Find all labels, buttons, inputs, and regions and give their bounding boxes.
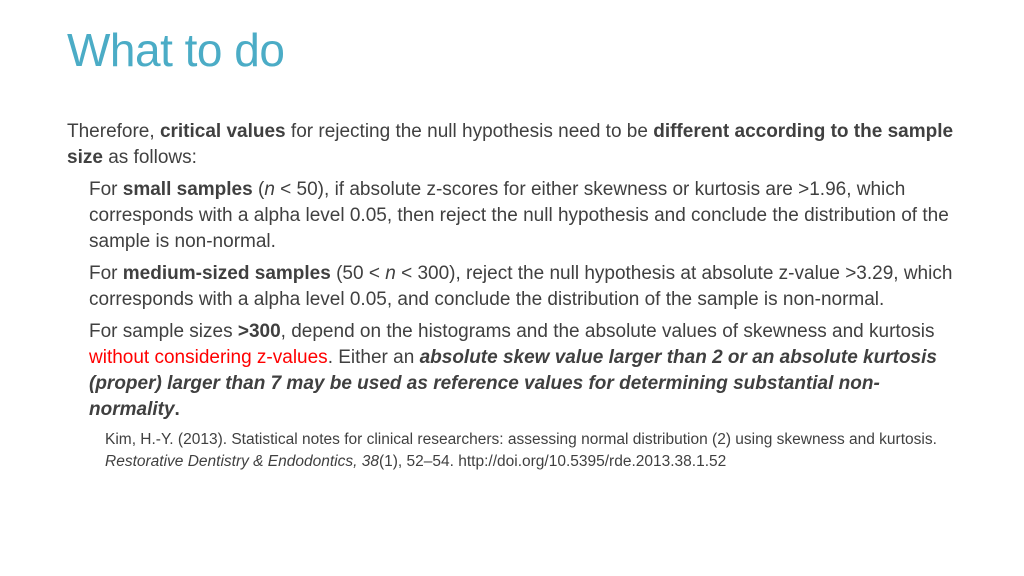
citation [105, 429, 967, 473]
small-n-symbol: n [264, 179, 275, 200]
large-text-4: . [174, 399, 180, 420]
intro-paragraph [67, 119, 967, 171]
medium-text-3: < 300), reject the null hypothesis at absolute z-value >3.29, which corresponds with a alpha level 0.05, and conclude the distribution of the sample is non-normal. [89, 263, 953, 310]
intro-text-1: Therefore, [67, 121, 160, 142]
medium-samples-emphasis: medium-sized samples [122, 263, 331, 284]
large-samples-paragraph [89, 319, 967, 423]
citation-journal: Restorative Dentistry & Endodontics, 38 [105, 453, 379, 470]
large-text-3: . Either an [327, 347, 420, 368]
medium-n-symbol: n [385, 263, 396, 284]
small-samples-paragraph [89, 177, 967, 255]
slide-body [67, 119, 967, 473]
small-text-1: For [89, 179, 123, 200]
large-text-1: For sample sizes [89, 321, 238, 342]
medium-text-2: (50 < [330, 263, 386, 284]
citation-text-2: (1), 52–54. http://doi.org/10.5395/rde.2013.38.1.52 [378, 453, 727, 470]
large-samples-emphasis: >300 [237, 321, 281, 342]
citation-text-1: Kim, H.-Y. (2013). Statistical notes for clinical researchers: assessing normal distribution (2) using skewness and kurtosis. [105, 431, 937, 448]
small-text-2: ( [252, 179, 265, 200]
critical-values-emphasis: critical values [159, 121, 286, 142]
red-highlight-text: without considering z-values [89, 347, 328, 368]
small-text-3: < 50), if absolute z-scores for either skewness or kurtosis are >1.96, which corresponds with a alpha level 0.05, then reject the null hypothesis and conclude the distribution of the sample is non-normal. [89, 179, 949, 252]
slide-title: What to do [67, 24, 285, 76]
reference-values-emphasis: absolute skew value larger than 2 or an absolute kurtosis (proper) larger than 7 may be used as reference values for determining substantial non-normality [89, 347, 937, 420]
medium-samples-paragraph [89, 261, 967, 313]
medium-text-1: For [89, 263, 123, 284]
large-text-2: , depend on the histograms and the absolute values of skewness and kurtosis [280, 321, 935, 342]
intro-text-2: for rejecting the null hypothesis need to be [285, 121, 654, 142]
small-samples-emphasis: small samples [122, 179, 253, 200]
sample-size-emphasis: different according to the sample size [67, 121, 954, 168]
intro-text-3: as follows: [102, 147, 197, 168]
